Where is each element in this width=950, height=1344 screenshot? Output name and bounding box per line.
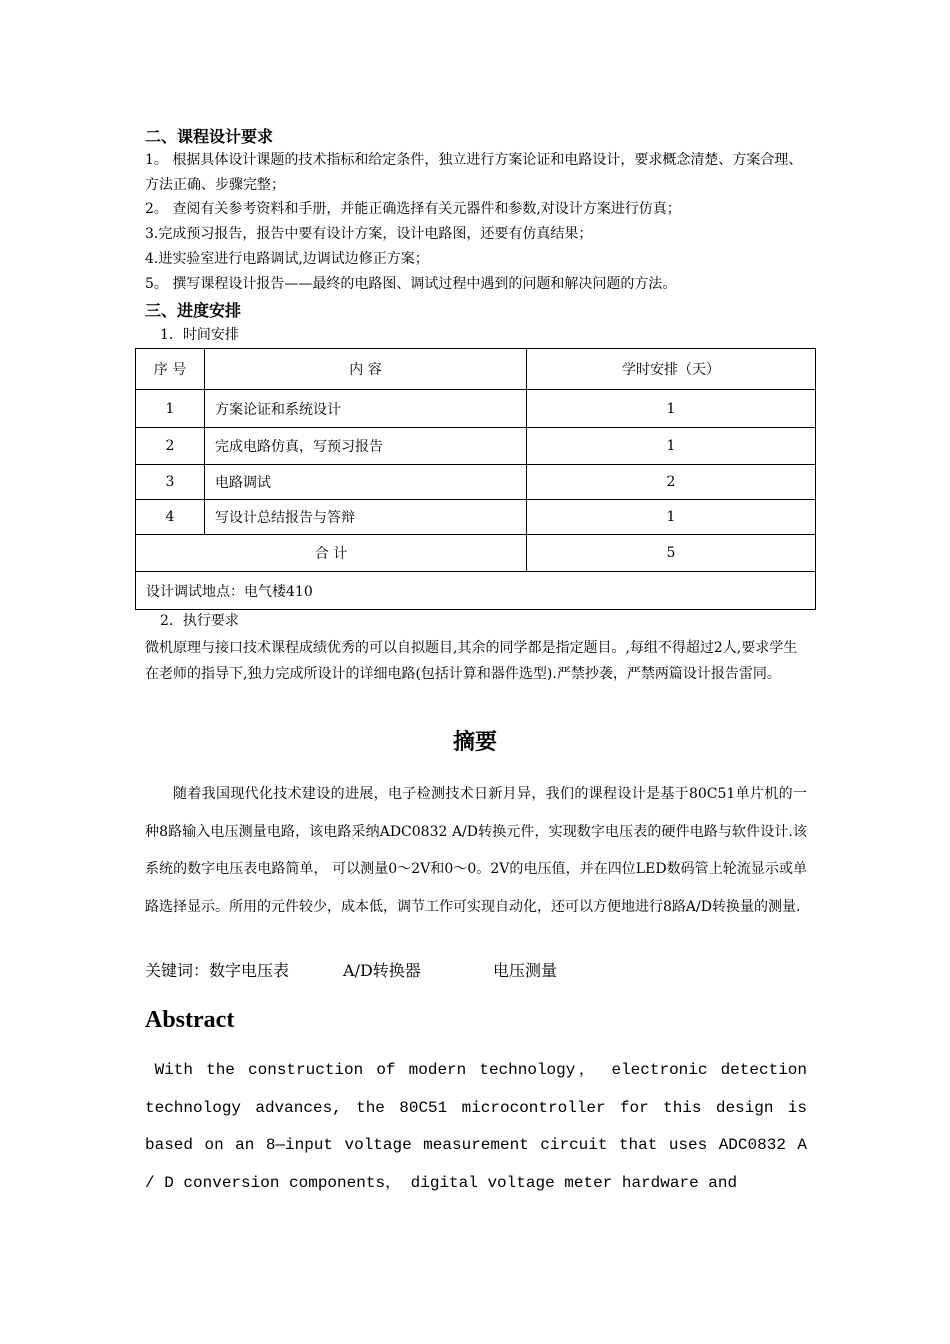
total-value: 5 [527,535,816,572]
table-cell: 2 [136,428,205,465]
abstract-body-en [145,1052,807,1202]
section-heading-schedule: 三、进度安排 [145,301,242,320]
keywords-label: 关键词： [145,961,210,980]
keyword: 电压测量 [493,961,558,980]
table-total-row [136,535,816,572]
requirements-list [145,148,810,296]
keyword: 数字电压表 [209,961,290,980]
location-cell: 设计调试地点：电气楼410 [136,572,816,610]
requirement-item: 4.进实验室进行电路调试,边调试边修正方案； [145,250,429,267]
table-row [136,390,816,428]
execution-requirements: 微机原理与接口技术课程成绩优秀的可以自拟题目,其余的同学都是指定题目。,每组不得超过2人,要求学生在老师的指导下,独力完成所设计的详细电路(包括计算和器件选型).严禁抄袭，严禁两篇设计报告雷同。 [145,640,798,682]
table-cell: 1 [527,500,816,535]
table-row [136,500,816,535]
table-cell: 写设计总结报告与答辩 [205,500,527,535]
abstract-title-en: Abstract [145,1007,235,1033]
table-cell: 3 [136,465,205,500]
abstract-paragraph-en: With the construction of modern technology， electronic detection technology advances, the 80C51 microcontroller for this design is based on an 8—input voltage measurement circuit that uses ADC0832 A / D conversion components， digital voltage meter hardware and [145,1061,807,1192]
abstract-body-zh [145,776,807,926]
table-cell: 4 [136,500,205,535]
table-cell: 完成电路仿真，写预习报告 [205,428,527,465]
abstract-paragraph-zh: 随着我国现代化技术建设的进展，电子检测技术日新月异，我们的课程设计是基于80C51单片机的一种8路输入电压测量电路，该电路采纳ADC0832 A/D转换元件，实现数字电压表的硬件电路与软件设计.该系统的数字电压表电路简单， 可以测量0～2V和0～0。2V的电压值，并在四位LED数码管上轮流显示或单路选择显示。所用的元件较少，成本低，调节工作可实现自动化，还可以方便地进行8路A/D转换量的测量. [145,786,807,915]
requirement-item: 3.完成预习报告，报告中要有设计方案，设计电路图，还要有仿真结果； [145,226,593,243]
requirement-item: 5。 撰写课程设计报告——最终的电路图、调试过程中遇到的问题和解决问题的方法。 [145,275,677,292]
table-cell: 1 [136,390,205,428]
table-cell: 2 [527,465,816,500]
table-row [136,428,816,465]
total-label: 合 计 [136,535,527,572]
keywords-line [145,959,557,983]
subheading-execution: 2．执行要求 [160,613,239,629]
subheading-time-schedule: 1．时间安排 [160,327,239,343]
table-header-row [136,349,816,390]
schedule-table [135,348,816,610]
requirement-item: 1。 根据具体设计课题的技术指标和给定条件，独立进行方案论证和电路设计，要求概念清楚、方案合理、方法正确、步骤完整； [145,152,803,193]
table-cell: 1 [527,428,816,465]
table-header-cell: 学时安排（天） [527,349,816,390]
table-cell: 电路调试 [205,465,527,500]
table-cell: 1 [527,390,816,428]
table-header-cell: 内 容 [205,349,527,390]
table-header-cell: 序 号 [136,349,205,390]
section-heading-requirements: 二、课程设计要求 [145,127,274,146]
keyword: A/D转换器 [343,961,421,980]
table-cell: 方案论证和系统设计 [205,390,527,428]
requirement-item: 2。 查阅有关参考资料和手册，并能正确选择有关元器件和参数,对设计方案进行仿真； [145,201,681,218]
abstract-title-zh: 摘要 [452,730,497,755]
table-location-row [136,572,816,610]
table-row [136,465,816,500]
